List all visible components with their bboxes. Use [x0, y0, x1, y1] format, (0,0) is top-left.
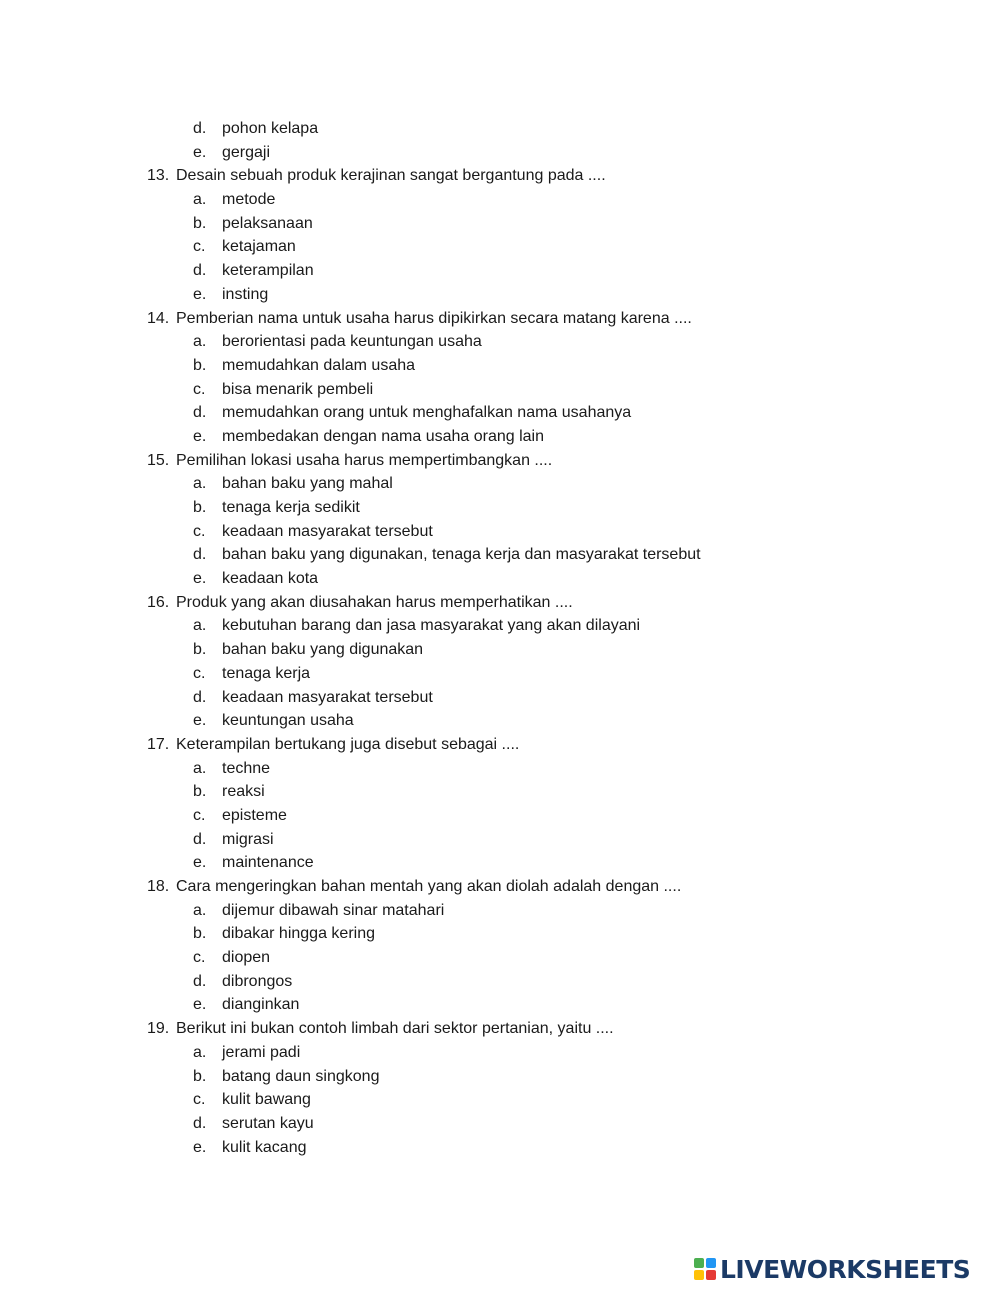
option-letter: b.	[193, 1067, 207, 1085]
option-text: keadaan kota	[222, 570, 319, 588]
option-row	[0, 1065, 1000, 1089]
option-text: reaksi	[222, 783, 265, 801]
option-row	[0, 543, 1000, 567]
question-text: Cara mengeringkan bahan mentah yang akan diolah adalah dengan ....	[176, 878, 682, 895]
option-text: tenaga kerja	[222, 664, 311, 682]
question-16	[0, 591, 1000, 615]
liveworksheets-brand[interactable]	[694, 1254, 970, 1284]
option-text: maintenance	[222, 854, 314, 872]
option-row	[0, 851, 1000, 875]
option-letter: a.	[193, 759, 207, 777]
option-text: kulit bawang	[222, 1091, 311, 1109]
option-letter: c.	[193, 949, 206, 967]
option-letter: b.	[193, 499, 207, 516]
option-row	[0, 1041, 1000, 1065]
option-row	[0, 993, 1000, 1017]
option-row	[0, 662, 1000, 686]
option-letter: c.	[193, 238, 206, 256]
option-letter: c.	[193, 380, 206, 398]
option-text: keadaan masyarakat tersebut	[222, 688, 433, 706]
option-row	[0, 378, 1000, 402]
option-row	[0, 686, 1000, 710]
option-row	[0, 804, 1000, 828]
question-number: 15.	[147, 451, 170, 469]
option-row	[0, 117, 1000, 141]
option-text: tenaga kerja sedikit	[222, 499, 360, 516]
option-text: migrasi	[222, 830, 274, 848]
option-text: serutan kayu	[222, 1114, 314, 1132]
option-letter: d.	[193, 830, 207, 848]
option-text: dianginkan	[222, 996, 300, 1014]
question-17	[0, 733, 1000, 757]
option-row	[0, 472, 1000, 496]
option-letter: b.	[193, 214, 207, 232]
question-number: 13.	[147, 167, 170, 185]
option-row	[0, 283, 1000, 307]
question-text: Desain sebuah produk kerajinan sangat bergantung pada ....	[176, 167, 606, 185]
option-letter: e.	[193, 996, 207, 1014]
option-row	[0, 709, 1000, 733]
option-letter: e.	[193, 570, 207, 588]
option-row	[0, 614, 1000, 638]
option-text: membedakan dengan nama usaha orang lain	[222, 427, 545, 445]
option-row	[0, 141, 1000, 165]
option-text: pelaksanaan	[222, 214, 313, 232]
option-letter: d.	[193, 404, 207, 422]
option-letter: c.	[193, 1091, 206, 1109]
option-row	[0, 188, 1000, 212]
option-text: dibakar hingga kering	[222, 925, 375, 943]
question-number: 17.	[147, 735, 170, 753]
option-text: techne	[222, 759, 271, 777]
option-letter: e.	[193, 143, 207, 161]
option-text: bisa menarik pembeli	[222, 380, 374, 398]
logo-square-yellow	[694, 1270, 704, 1280]
option-row	[0, 520, 1000, 544]
option-text: berorientasi pada keuntungan usaha	[222, 333, 482, 351]
option-letter: b.	[193, 641, 207, 659]
option-letter: b.	[193, 356, 207, 374]
option-text: metode	[222, 191, 276, 209]
option-text: episteme	[222, 806, 287, 824]
option-row	[0, 1088, 1000, 1112]
option-text: kulit kacang	[222, 1138, 307, 1156]
brand-name: LIVEWORKSHEETS	[720, 1254, 971, 1284]
option-text: bahan baku yang digunakan, tenaga kerja dan masyarakat tersebut	[222, 546, 701, 564]
option-row	[0, 330, 1000, 354]
worksheet	[0, 117, 1000, 1159]
option-row	[0, 354, 1000, 378]
option-text: diopen	[222, 949, 271, 967]
option-text: bahan baku yang digunakan	[222, 641, 424, 659]
question-15	[0, 449, 1000, 473]
question-number: 14.	[147, 309, 170, 327]
option-text: jerami padi	[222, 1043, 301, 1061]
option-letter: a.	[193, 475, 207, 493]
option-row	[0, 212, 1000, 236]
liveworksheets-logo-icon	[694, 1258, 716, 1280]
option-row	[0, 1112, 1000, 1136]
option-text: keadaan masyarakat tersebut	[222, 522, 433, 540]
option-row	[0, 401, 1000, 425]
logo-square-green	[694, 1258, 704, 1268]
option-text: dibrongos	[222, 972, 293, 990]
option-row	[0, 235, 1000, 259]
option-letter: e.	[193, 854, 207, 872]
option-text: memudahkan orang untuk menghafalkan nama usahanya	[222, 404, 632, 422]
option-letter: d.	[193, 120, 207, 137]
option-row	[0, 922, 1000, 946]
option-text: gergaji	[222, 143, 271, 161]
question-number: 16.	[147, 593, 170, 611]
option-letter: e.	[193, 427, 207, 445]
option-letter: d.	[193, 972, 207, 990]
option-row	[0, 780, 1000, 804]
question-text: Pemilihan lokasi usaha harus mempertimbangkan ....	[176, 451, 553, 469]
option-letter: c.	[193, 522, 206, 540]
option-letter: a.	[193, 617, 207, 635]
option-letter: d.	[193, 1114, 207, 1132]
option-letter: d.	[193, 262, 207, 280]
question-14	[0, 307, 1000, 331]
question-text: Produk yang akan diusahakan harus memperhatikan ....	[176, 593, 573, 611]
option-text: bahan baku yang mahal	[222, 475, 393, 493]
option-row	[0, 567, 1000, 591]
option-text: pohon kelapa	[222, 120, 319, 137]
question-text: Berikut ini bukan contoh limbah dari sektor pertanian, yaitu ....	[176, 1020, 614, 1038]
option-text: keterampilan	[222, 262, 314, 280]
option-letter: c.	[193, 806, 206, 824]
question-19	[0, 1017, 1000, 1041]
option-letter: e.	[193, 712, 207, 730]
option-letter: a.	[193, 901, 207, 919]
option-row	[0, 946, 1000, 970]
option-text: memudahkan dalam usaha	[222, 356, 416, 374]
option-letter: d.	[193, 546, 207, 564]
option-letter: a.	[193, 1043, 207, 1061]
question-text: Pemberian nama untuk usaha harus dipikirkan secara matang karena ....	[176, 309, 692, 327]
option-letter: c.	[193, 664, 206, 682]
question-18	[0, 875, 1000, 899]
option-text: keuntungan usaha	[222, 712, 354, 730]
option-letter: e.	[193, 1138, 207, 1156]
logo-square-red	[706, 1270, 716, 1280]
option-letter: a.	[193, 191, 207, 209]
option-row	[0, 1136, 1000, 1160]
question-number: 19.	[147, 1020, 170, 1038]
option-letter: d.	[193, 688, 207, 706]
option-text: insting	[222, 285, 269, 303]
option-letter: b.	[193, 925, 207, 943]
option-row	[0, 259, 1000, 283]
logo-square-blue	[706, 1258, 716, 1268]
option-text: dijemur dibawah sinar matahari	[222, 901, 445, 919]
option-row	[0, 425, 1000, 449]
option-text: kebutuhan barang dan jasa masyarakat yang akan dilayani	[222, 617, 641, 635]
option-row	[0, 828, 1000, 852]
question-text: Keterampilan bertukang juga disebut sebagai ....	[176, 735, 520, 753]
option-row	[0, 496, 1000, 520]
option-letter: a.	[193, 333, 207, 351]
option-row	[0, 970, 1000, 994]
option-text: ketajaman	[222, 238, 296, 256]
option-row	[0, 638, 1000, 662]
option-letter: b.	[193, 783, 207, 801]
option-row	[0, 757, 1000, 781]
question-13	[0, 164, 1000, 188]
option-row	[0, 899, 1000, 923]
option-text: batang daun singkong	[222, 1067, 380, 1085]
option-letter: e.	[193, 285, 207, 303]
question-number: 18.	[147, 878, 170, 895]
